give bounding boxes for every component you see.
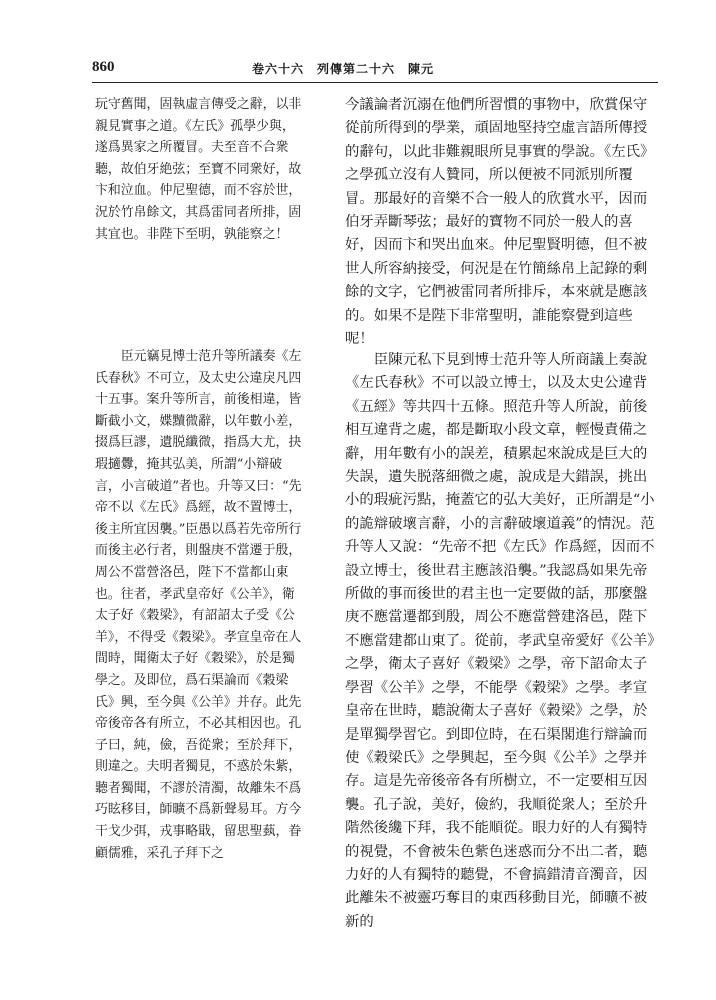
running-head: 卷六十六 列傳第二十六 陳元 [252, 62, 435, 76]
classical-paragraph: 臣元竊見博士范升等所議奏《左氏春秋》不可立，及太史公違戾凡四十五事。案升等所言，前後相違，皆斷截小文，媟黷微辭，以年數小差，掇爲巨謬，遺脱纖微，指爲大尤，抉瑕擿釁，掩其弘美，所謂“小辯破言，小言破道”者也。升等又曰：“先帝不以《左氏》爲經，故不置博士，後主所宜因襲。”臣愚以爲若先帝所行而後主必行者，則盤庚不當遷于殷，周公不當營洛邑，陛下不當都山東也。往者，孝武皇帝好《公羊》，衛太子好《穀梁》，有詔詔太子受《公羊》，不得受《穀梁》。孝宣皇帝在人間時，聞衛太子好《穀梁》，於是獨學之。及即位，爲石渠論而《穀梁氏》興，至今與《公羊》并存。此先帝後帝各有所立，不必其相因也。孔子曰，純，儉，吾從衆；至於拜下，則違之。夫明者獨見，不惑於朱紫，聽者獨聞，不謬於清濁，故離朱不爲巧眩移目，師曠不爲新聲易耳。方今干戈少弭，戎事略戢，留思聖蓺，眷顧儒雅，采孔子拜下之 [95, 349, 302, 861]
translation-text-block-2 [345, 349, 661, 934]
translation-text-block-1 [345, 94, 661, 351]
translation-paragraph: 臣陳元私下見到博士范升等人所商議上奏說《左氏春秋》不可以設立博士，以及太史公違背《五經》等共四十五條。照范升等人所說，前後相互違背之處，都是斷取小段文章，輕慢責備之辭，用年數有小的誤差，積累起來說成是巨大的失誤，遺失脱落細微之處，說成是大錯誤，挑出小的瑕疵污點，掩蓋它的弘大美好，正所謂是“小的詭辯破壞言辭，小的言辭破壞道義”的情況。范升等人又說：“先帝不把《左氏》作爲經，因而不設立博士，後世君主應該沿襲。”我認爲如果先帝所做的事而後世的君主也一定要做的話，那麼盤庚不應當遷都到殷，周公不應當營建洛邑，陛下不應當建都山東了。從前，孝武皇帝愛好《公羊》之學，衛太子喜好《穀梁》之學，帝下詔命太子學習《公羊》之學，不能學《穀梁》之學。孝宣皇帝在世時，聽說衛太子喜好《穀梁》之學，於是單獨學習它。到即位時，在石渠閣進行辯論而使《穀梁氏》之學興起，至今與《公羊》之學并存。這是先帝後帝各有所樹立，不一定要相互因襲。孔子說，美好，儉約，我順從衆人；至於升階然後纔下拜，我不能順從。眼力好的人有獨特的視覺，不會被朱色紫色迷惑而分不出二者，聽力好的人有獨特的聽覺，不會搞錯清音濁音，因此離朱不被靈巧奪目的東西移動目光，師曠不被新的 [345, 352, 655, 930]
classical-text-block-1 [95, 94, 307, 245]
translation-paragraph: 今議論者沉溺在他們所習慣的事物中，欣賞保守從前所得到的學業，頑固地堅持空虛言語所傳授的辭句，以此非難親眼所見事實的學說。《左氏》之學孤立沒有人贊同，所以便被不同派別所覆冒。那最好的音樂不合一般人的欣賞水平，因而伯牙弄斷琴弦；最好的寶物不同於一般人的喜好，因而卞和哭出血來。仲尼聖賢明德，但不被世人所容納接受，何況是在竹簡絲帛上記錄的剩餘的文字，它們被雷同者所排斥，本來就是應該的。如果不是陛下非常聖明，誰能察覺到這些呢！ [345, 97, 655, 348]
classical-paragraph: 玩守舊聞，固執虛言傳受之辭，以非親見實事之道。《左氏》孤學少與，遂爲異家之所覆冒。夫至音不合衆聽，故伯牙絶弦；至寶不同衆好，故卞和泣血。仲尼聖德，而不容於世，況於竹帛餘文，其爲雷同者所排，固其宜也。非陛下至明，孰能察之！ [95, 97, 302, 242]
page-number: 860 [92, 59, 115, 75]
classical-text-block-2 [95, 346, 307, 864]
page-header [92, 58, 658, 83]
